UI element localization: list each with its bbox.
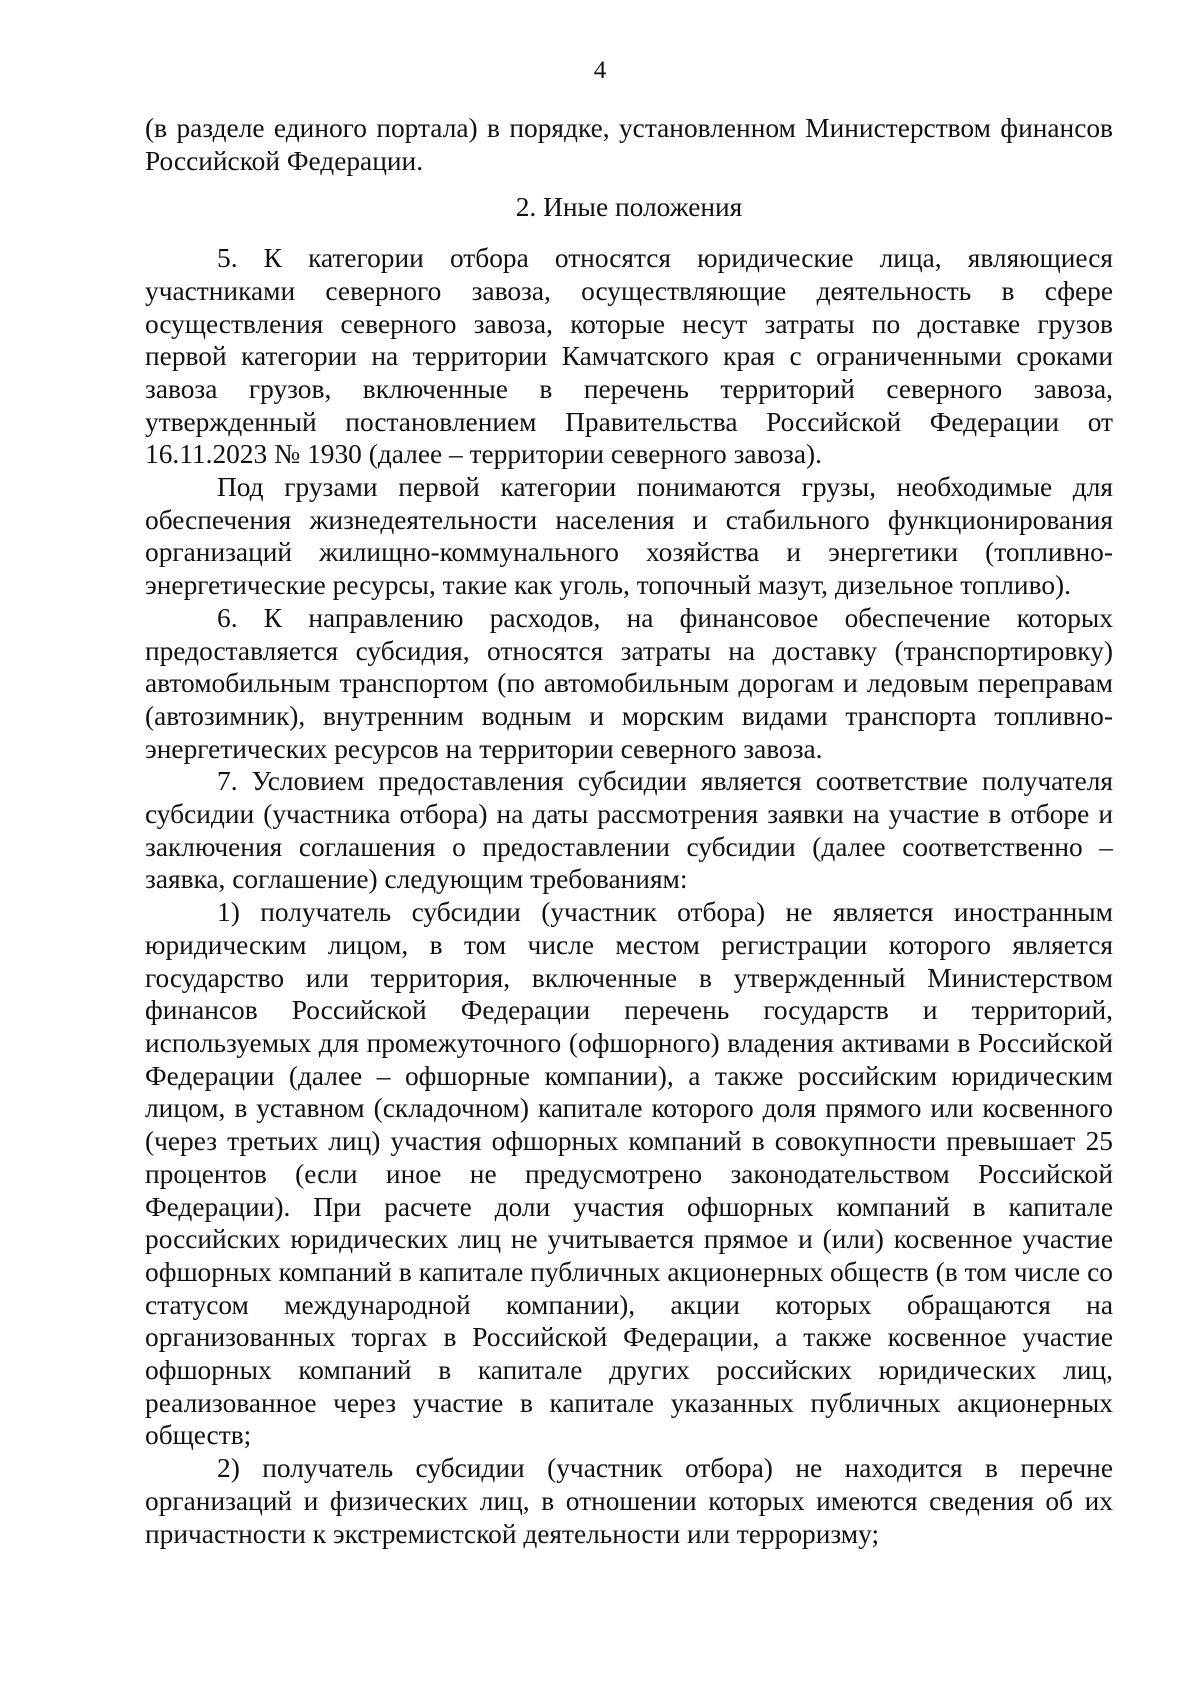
paragraph-item-6: 6. К направлению расходов, на финансовое обеспечение которых предоставляется субсидия, относятся затраты на доставку (транспортировку) автомобильным транспортом (по автомобильным дорогам и ледовым переправам (автозимник), внутренним водным и морским видами транспорта топливно-энергетических ресурсов на территории северного завоза. xyxy=(145,602,1113,764)
paragraph-requirement-1: 1) получатель субсидии (участник отбора) не является иностранным юридическим лицом, в том числе местом регистрации которого является государство или территория, включенные в утвержденный Министерством финансов Российской Федерации перечень государств и территорий, используемых для промежуточного (офшорного) владения активами в Российской Федерации (далее – офшорные компании), а также российским юридическим лицом, в уставном (складочном) капитале которого доля прямого или косвенного (через третьих лиц) участия офшорных компаний в совокупности превышает 25 процентов (если иное не предусмотрено законодательством Российской Федерации). При расчете доли участия офшорных компаний в капитале российских юридических лиц не учитывается прямое и (или) косвенное участие офшорных компаний в капитале публичных акционерных обществ (в том числе со статусом международной компании), акции которых обращаются на организованных торгах в Российской Федерации, а также косвенное участие офшорных компаний в капитале других российских юридических лиц, реализованное через участие в капитале указанных публичных акционерных обществ; xyxy=(145,897,1113,1451)
paragraph-item-5: 5. К категории отбора относятся юридические лица, являющиеся участниками северного завоза, осуществляющие деятельность в сфере осуществления северного завоза, которые несут затраты по доставке грузов первой категории на территории Камчатского края с ограниченными сроками завоза грузов, включенные в перечень территорий северного завоза, утвержденный постановлением Правительства Российской Федерации от 16.11.2023 № 1930 (далее – территории северного завоза). xyxy=(145,243,1113,470)
paragraph-requirement-2: 2) получатель субсидии (участник отбора) не находится в перечне организаций и физических лиц, в отношении которых имеются сведения об их причастности к экстремистской деятельности или терроризму; xyxy=(145,1453,1113,1549)
paragraph-item-7: 7. Условием предоставления субсидии является соответствие получателя субсидии (участника отбора) на даты рассмотрения заявки на участие в отборе и заключения соглашения о предоставлении субсидии (далее соответственно – заявка, соглашение) следующим требованиям: xyxy=(145,766,1113,895)
paragraph-cargo-definition: Под грузами первой категории понимаются грузы, необходимые для обеспечения жизнедеятельности населения и стабильного функционирования организаций жилищно-коммунального хозяйства и энергетики (топливно-энергетические ресурсы, такие как уголь, топочный мазут, дизельное топливо). xyxy=(145,472,1113,601)
page-number: 4 xyxy=(593,57,607,84)
section-heading: 2. Иные положения xyxy=(515,192,743,223)
paragraph-continuation: (в разделе единого портала) в порядке, установленном Министерством финансов Российской Федерации. xyxy=(145,113,1113,176)
document-body xyxy=(145,112,1113,1550)
